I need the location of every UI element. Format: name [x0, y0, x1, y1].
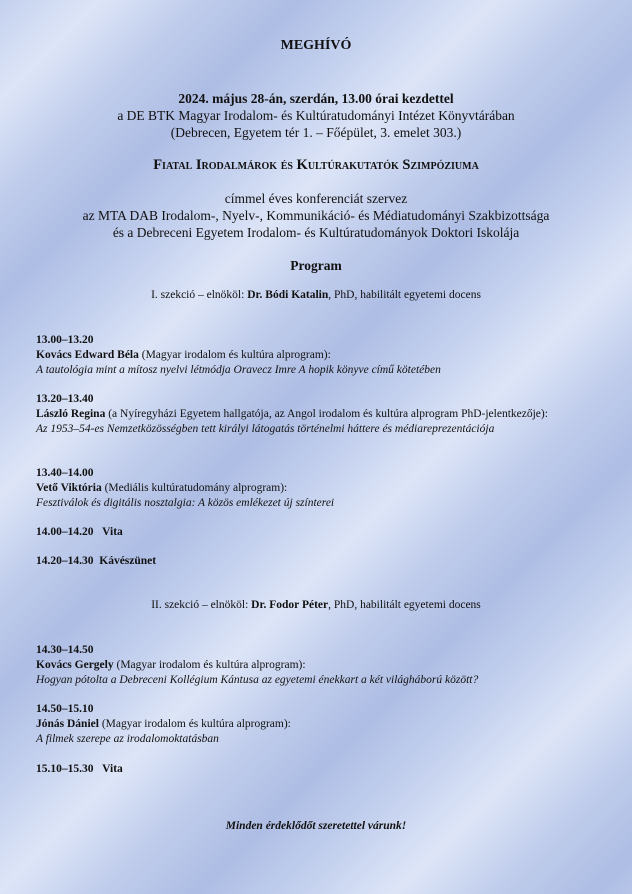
talk-speaker-line: [36, 348, 596, 363]
speaker-name: Vető Viktória: [36, 482, 102, 494]
session-2-prefix: II. szekció – elnököl:: [151, 599, 252, 611]
event-label: Vita: [102, 763, 123, 775]
organizer-line-2: az MTA DAB Irodalom-, Nyelv-, Kommunikáció- és Médiatudományi Szakbizottsága: [82, 208, 550, 223]
page-title: MEGHÍVÓ: [280, 38, 352, 53]
talk-time: 14.30–14.50: [36, 644, 94, 656]
talk-title: A tautológia mint a mítosz nyelvi létmódja Oravecz Imre A hopik könyve című kötetében: [36, 364, 441, 376]
talk-title: A filmek szerepe az irodalomoktatásban: [36, 733, 219, 745]
session-2-header: [0, 599, 632, 611]
organizer-line-1: címmel éves konferenciát szervez: [224, 191, 408, 206]
talk-1: [36, 333, 596, 378]
speaker-affiliation: (Magyar irodalom és kultúra alprogram):: [113, 659, 306, 671]
speaker-affiliation: (a Nyíregyházi Egyetem hallgatója, az Angol irodalom és kultúra alprogram PhD-jelentkezője):: [105, 408, 548, 420]
talk-time: 13.00–13.20: [36, 334, 94, 346]
talk-speaker-line: [36, 407, 566, 422]
event-discussion-1: [36, 525, 596, 540]
event-time: 14.00–14.20: [36, 526, 94, 538]
organizer-line-3: és a Debreceni Egyetem Irodalom- és Kultúratudományok Doktori Iskolája: [112, 225, 520, 240]
event-label: Vita: [102, 526, 123, 538]
speaker-name: Jónás Dániel: [36, 718, 99, 730]
session-2-chair: Dr. Fodor Péter: [251, 599, 329, 611]
event-address: (Debrecen, Egyetem tér 1. – Főépület, 3. emelet 303.): [170, 125, 462, 140]
session-2-suffix: , PhD, habilitált egyetemi docens: [328, 599, 481, 611]
talk-speaker-line: [36, 717, 596, 732]
event-label: Kávészünet: [99, 555, 157, 567]
speaker-name: László Regina: [36, 408, 106, 420]
session-1-suffix: , PhD, habilitált egyetemi docens: [328, 289, 481, 301]
event-time: 14.20–14.30: [36, 555, 94, 567]
speaker-affiliation: (Mediális kultúratudomány alprogram):: [101, 482, 288, 494]
session-1-header: [0, 289, 632, 301]
talk-time: 13.40–14.00: [36, 467, 94, 479]
talk-speaker-line: [36, 658, 596, 673]
event-discussion-2: [36, 762, 596, 777]
speaker-name: Kovács Edward Béla: [36, 349, 139, 361]
session-1-prefix: I. szekció – elnököl:: [151, 289, 248, 301]
talk-title: Fesztiválok és digitális nosztalgia: A közös emlékezet új színterei: [36, 497, 335, 509]
event-venue: a DE BTK Magyar Irodalom- és Kultúratudományi Intézet Könyvtárában: [117, 108, 515, 123]
talk-time: 14.50–15.10: [36, 703, 94, 715]
program-heading: Program: [290, 258, 342, 273]
talk-title: Az 1953–54-es Nemzetközösségben tett királyi látogatás történelmi háttere és médiareprezentációja: [36, 423, 495, 435]
event-time: 15.10–15.30: [36, 763, 94, 775]
talk-3: [36, 466, 596, 511]
talk-2: [36, 392, 596, 437]
talk-5: [36, 702, 596, 747]
speaker-name: Kovács Gergely: [36, 659, 114, 671]
talk-time: 13.20–13.40: [36, 393, 94, 405]
event-coffee-break: [36, 554, 596, 569]
talk-4: [36, 643, 596, 688]
session-1-chair: Dr. Bódi Katalin: [247, 289, 329, 301]
talk-speaker-line: [36, 481, 596, 496]
talk-title: Hogyan pótolta a Debreceni Kollégium Kántusa az egyetemi énekkart a két világháború között?: [36, 674, 479, 686]
event-date: 2024. május 28-án, szerdán, 13.00 órai kezdettel: [178, 91, 454, 106]
symposium-title: Fiatal Irodalmárok és Kultúrakutatók Szimpóziuma: [153, 157, 479, 173]
closing-line: Minden érdeklődőt szeretettel várunk!: [225, 820, 407, 832]
speaker-affiliation: (Magyar irodalom és kultúra alprogram):: [138, 349, 331, 361]
speaker-affiliation: (Magyar irodalom és kultúra alprogram):: [98, 718, 291, 730]
